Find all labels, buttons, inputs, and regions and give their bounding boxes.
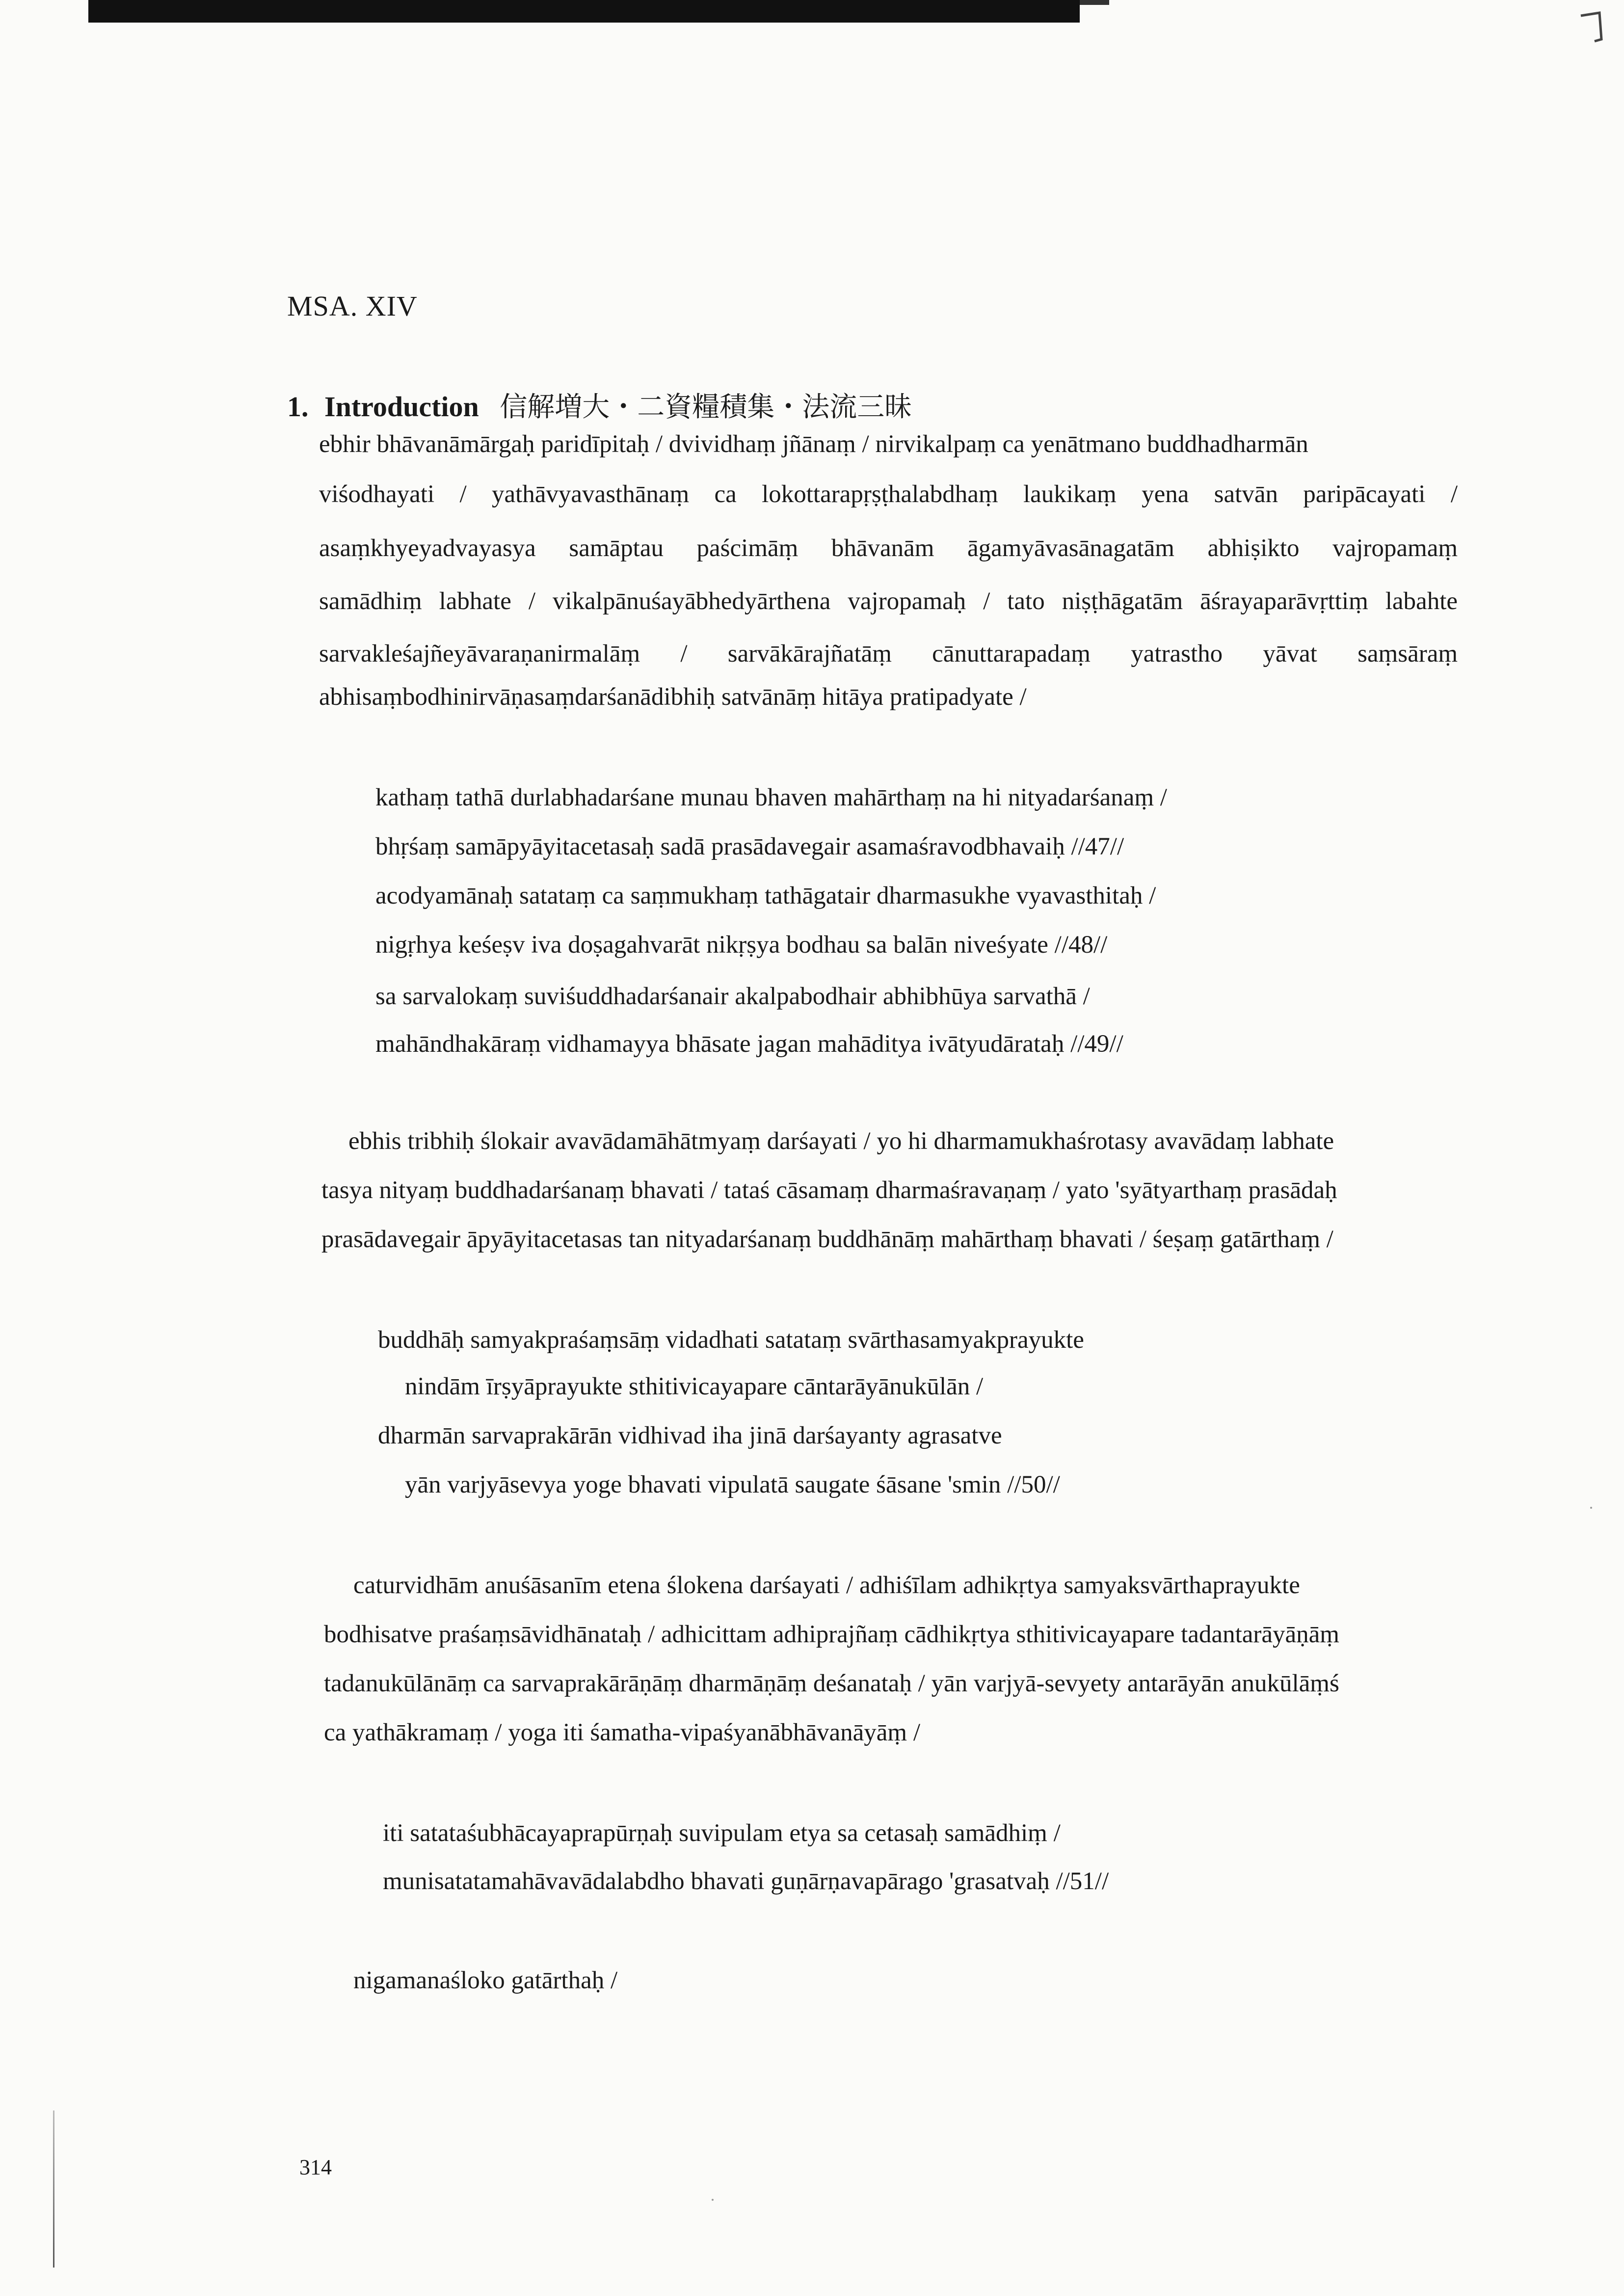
intro-line: samādhiṃ labhate / vikalpānuśayābhedyārthena vajropamaḥ / tato niṣṭhāgatām āśrayaparāvṛttiṃ labahte xyxy=(319,587,1458,615)
scan-corner-mark xyxy=(1580,10,1604,44)
intro-line: ebhir bhāvanāmārgaḥ paridīpitaḥ / dvividhaṃ jñānaṃ / nirvikalpaṃ ca yenātmano buddhadharmān xyxy=(319,430,1308,458)
verse-line: nigṛhya keśeṣv iva doṣagahvarāt nikṛṣya bodhau sa balān niveśyate //48// xyxy=(375,931,1108,959)
commentary-line: tadanukūlānāṃ ca sarvaprakārāṇāṃ dharmāṇāṃ deśanataḥ / yān varjyā-sevyety antarāyān anukūlāṃś xyxy=(324,1670,1339,1697)
intro-line: abhisaṃbodhinirvāṇasaṃdarśanādibhiḥ satvānāṃ hitāya pratipadyate / xyxy=(319,683,1027,711)
scan-edge-mark xyxy=(53,2110,54,2268)
scan-speck xyxy=(1590,1507,1592,1509)
section-chinese-title: 信解増大・二資糧積集・法流三昧 xyxy=(500,391,912,423)
verse-line: yān varjyāsevya yoge bhavati vipulatā saugate śāsane 'smin //50// xyxy=(405,1471,1060,1498)
verse-line: sa sarvalokaṃ suviśuddhadarśanair akalpabodhair abhibhūya sarvathā / xyxy=(375,983,1090,1010)
verse-line: mahāndhakāraṃ vidhamayya bhāsate jagan mahāditya ivātyudārataḥ //49// xyxy=(375,1030,1123,1058)
page-header: MSA. XIV xyxy=(287,290,418,322)
intro-line: viśodhayati / yathāvyavasthānaṃ ca lokottarapṛṣṭhalabdhaṃ laukikaṃ yena satvān paripācayati / xyxy=(319,481,1458,508)
intro-line: asaṃkhyeyadvayasya samāptau paścimāṃ bhāvanām āgamyāvasānagatām abhiṣikto vajropamaṃ xyxy=(319,534,1458,562)
commentary-line: ebhis tribhiḥ ślokair avavādamāhātmyaṃ darśayati / yo hi dharmamukhaśrotasy avavādaṃ labhate xyxy=(348,1127,1334,1155)
intro-line: sarvakleśajñeyāvaraṇanirmalāṃ / sarvākārajñatāṃ cānuttarapadaṃ yatrastho yāvat saṃsāraṃ xyxy=(319,640,1458,667)
commentary-line: prasādavegair āpyāyitacetasas tan nityadarśanaṃ buddhānāṃ mahārthaṃ bhavati / śeṣaṃ gatārthaṃ / xyxy=(321,1226,1333,1253)
scan-top-bar xyxy=(88,0,1080,23)
verse-line: buddhāḥ samyakpraśaṃsāṃ vidadhati satataṃ svārthasamyakprayukte xyxy=(378,1326,1084,1354)
verse-line: dharmān sarvaprakārān vidhivad iha jinā darśayanty agrasatve xyxy=(378,1422,1002,1449)
page-number: 314 xyxy=(299,2155,332,2179)
commentary-line: caturvidhām anuśāsanīm etena ślokena darśayati / adhiśīlam adhikṛtya samyaksvārthaprayukte xyxy=(353,1572,1300,1599)
closing-line: nigamanaśloko gatārthaḥ / xyxy=(353,1967,618,1994)
commentary-line: tasya nityaṃ buddhadarśanaṃ bhavati / tataś cāsamaṃ dharmaśravaṇaṃ / yato 'syātyarthaṃ prasādaḥ xyxy=(321,1176,1337,1204)
verse-line: kathaṃ tathā durlabhadarśane munau bhaven mahārthaṃ na hi nityadarśanaṃ / xyxy=(375,784,1167,811)
scan-speck xyxy=(712,2199,714,2201)
verse-line: iti satataśubhācayaprapūrṇaḥ suvipulam etya sa cetasaḥ samādhiṃ / xyxy=(383,1819,1061,1847)
commentary-line: bodhisatve praśaṃsāvidhānataḥ / adhicittam adhiprajñaṃ cādhikṛtya sthitivicayapare tadantarāyāṇāṃ xyxy=(324,1621,1339,1648)
verse-line: munisatatamahāvavādalabdho bhavati guṇārṇavapārago 'grasatvaḥ //51// xyxy=(383,1868,1109,1895)
scan-top-bar-tail xyxy=(1080,0,1109,5)
section-number: 1. xyxy=(287,391,309,423)
section-title: Introduction xyxy=(324,391,479,423)
verse-line: bhṛśaṃ samāpyāyitacetasaḥ sadā prasādavegair asamaśravodbhavaiḥ //47// xyxy=(375,833,1124,860)
section-heading xyxy=(287,385,912,425)
verse-line: nindām īrṣyāprayukte sthitivicayapare cāntarāyānukūlān / xyxy=(405,1373,984,1400)
verse-line: acodyamānaḥ satataṃ ca saṃmukhaṃ tathāgatair dharmasukhe vyavasthitaḥ / xyxy=(375,882,1156,909)
commentary-line: ca yathākramaṃ / yoga iti śamatha-vipaśyanābhāvanāyāṃ / xyxy=(324,1719,921,1746)
